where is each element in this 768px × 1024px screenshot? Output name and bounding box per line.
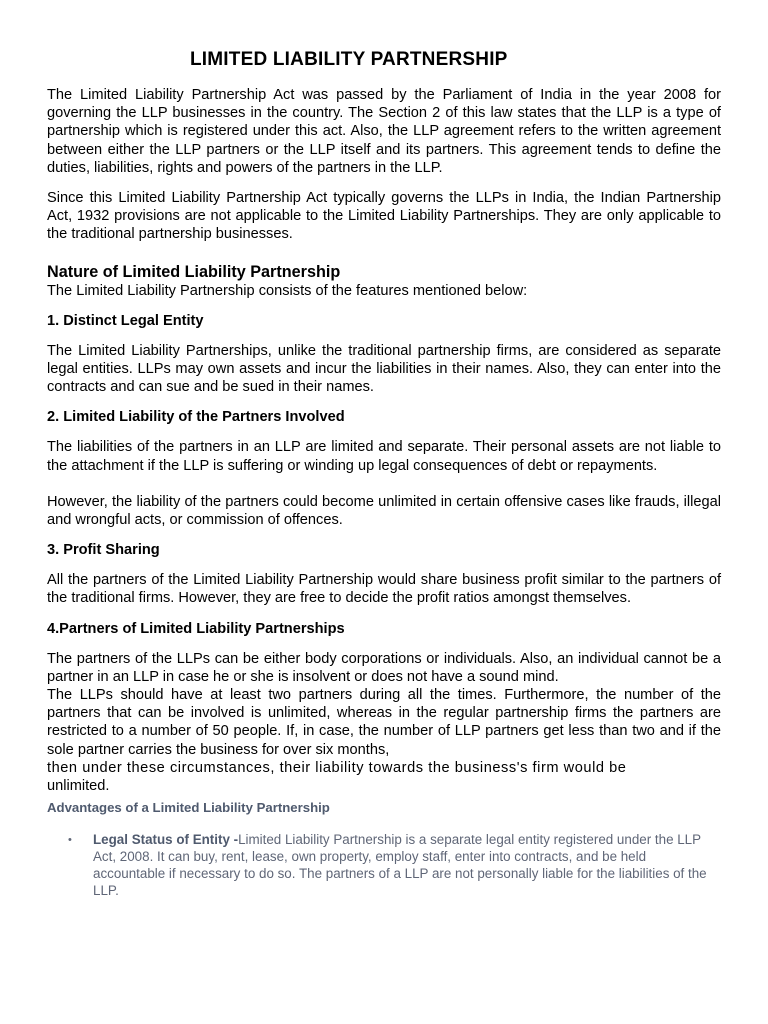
advantage-text: Limited Liability Partnership is a separate legal entity registered under the LLP Act, 2008. It can buy, rent, lease, own property, employ staff, enter into contracts, and be held accountable if necessary to do so. The partners of a LLP are not personally liable for the liabilities of the LLP. [93,832,707,898]
advantages-list [47,832,721,899]
section-1-paragraph-1: The Limited Liability Partnerships, unlike the traditional partnership firms, are considered as separate legal entities. LLPs may own assets and incur the liabilities in their names. Also, they can enter into the contracts and can sue and be sued in their names. [47,342,721,396]
intro-paragraph-2: Since this Limited Liability Partnership Act typically governs the LLPs in India, the Indian Partnership Act, 1932 provisions are not applicable to the Limited Liability Partnerships. They are only applicable to the traditional partnership businesses. [47,190,721,243]
intro-paragraph-1: The Limited Liability Partnership Act was passed by the Parliament of India in the year 2008 for governing the LLP businesses in the country. The Section 2 of this law states that the LLP is a type of partnership which is registered under this act. Also, the LLP agreement refers to the written agreement between either the LLP partners or the LLP itself and its partners. This agreement tends to define the duties, liabilities, rights and powers of the partners in the LLP. [47,87,721,176]
advantage-label: Legal Status of Entity - [93,832,239,848]
bullet-icon: • [68,834,72,847]
section-3-paragraph-1: All the partners of the Limited Liability Partnership would share business profit similar to the partners of the traditional firms. However, they are free to decide the profit ratios amongst themselves. [47,572,721,607]
section-2-paragraph-1: The liabilities of the partners in an LLP are limited and separate. Their personal assets are not liable to the attachment if the LLP is suffering or winding up legal consequences of debt or repayments. [47,439,721,474]
section-4-heading: 4.Partners of Limited Liability Partnerships [47,620,345,637]
section-2-heading: 2. Limited Liability of the Partners Involved [47,409,345,426]
section-2-paragraph-2: However, the liability of the partners could become unlimited in certain offensive cases like frauds, illegal and wrongful acts, or commission of offences. [47,493,721,529]
advantage-item-legal-status [47,832,721,899]
nature-heading: Nature of Limited Liability Partnership [47,262,341,281]
nature-lead: The Limited Liability Partnership consists of the features mentioned below: [47,282,528,299]
section-4-closing: unlimited. [47,778,110,795]
section-4-continuation: then under these circumstances, their liability towards the business's firm would be [47,759,627,776]
document-title: LIMITED LIABILITY PARTNERSHIP [190,49,508,70]
section-1-heading: 1. Distinct Legal Entity [47,312,204,329]
section-4-paragraph-1: The partners of the LLPs can be either body corporations or individuals. Also, an individual cannot be a partner in an LLP in case he or she is insolvent or does not have a sound mind. [47,650,721,685]
advantages-heading: Advantages of a Limited Liability Partnership [47,800,330,816]
section-3-heading: 3. Profit Sharing [47,542,160,559]
section-4-paragraph-2: The LLPs should have at least two partners during all the times. Furthermore, the number of the partners that can be involved is unlimited, whereas in the regular partnership firms the partners are restricted to a number of 50 people. If, in case, the number of LLP partners get less than two and if the sole partner carries the business for over six months, [47,687,721,758]
